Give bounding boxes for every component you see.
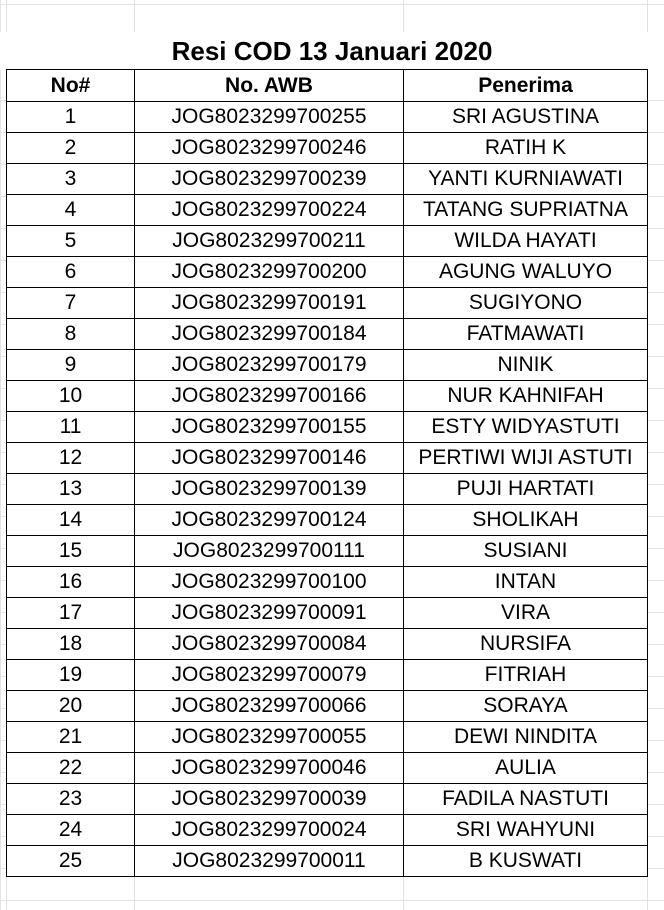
- table-row: [7, 536, 648, 567]
- cell-no[interactable]: 14: [7, 505, 135, 536]
- cell-awb[interactable]: JOG8023299700179: [135, 350, 404, 381]
- table-row: [7, 753, 648, 784]
- cell-awb[interactable]: JOG8023299700084: [135, 629, 404, 660]
- table-row: [7, 722, 648, 753]
- table-row: [7, 567, 648, 598]
- cell-penerima[interactable]: SRI AGUSTINA: [404, 102, 648, 133]
- table-row: [7, 319, 648, 350]
- table-row: [7, 474, 648, 505]
- cell-penerima[interactable]: SHOLIKAH: [404, 505, 648, 536]
- cell-awb[interactable]: JOG8023299700191: [135, 288, 404, 319]
- cell-no[interactable]: 18: [7, 629, 135, 660]
- cell-awb[interactable]: JOG8023299700224: [135, 195, 404, 226]
- cell-awb[interactable]: JOG8023299700100: [135, 567, 404, 598]
- table-row: [7, 226, 648, 257]
- cell-penerima[interactable]: B KUSWATI: [404, 846, 648, 877]
- cell-no[interactable]: 5: [7, 226, 135, 257]
- cell-penerima[interactable]: NURSIFA: [404, 629, 648, 660]
- cell-no[interactable]: 4: [7, 195, 135, 226]
- cell-awb[interactable]: JOG8023299700066: [135, 691, 404, 722]
- cell-penerima[interactable]: FATMAWATI: [404, 319, 648, 350]
- cell-awb[interactable]: JOG8023299700246: [135, 133, 404, 164]
- cell-penerima[interactable]: ESTY WIDYASTUTI: [404, 412, 648, 443]
- cell-penerima[interactable]: FADILA NASTUTI: [404, 784, 648, 815]
- cell-awb[interactable]: JOG8023299700184: [135, 319, 404, 350]
- cell-no[interactable]: 22: [7, 753, 135, 784]
- cell-awb[interactable]: JOG8023299700211: [135, 226, 404, 257]
- cell-no[interactable]: 2: [7, 133, 135, 164]
- table-row: [7, 195, 648, 226]
- cell-no[interactable]: 10: [7, 381, 135, 412]
- cell-awb[interactable]: JOG8023299700046: [135, 753, 404, 784]
- cell-no[interactable]: 13: [7, 474, 135, 505]
- cell-penerima[interactable]: FITRIAH: [404, 660, 648, 691]
- header-no[interactable]: No#: [7, 70, 135, 102]
- table-row: [7, 629, 648, 660]
- cell-penerima[interactable]: YANTI KURNIAWATI: [404, 164, 648, 195]
- cell-no[interactable]: 21: [7, 722, 135, 753]
- cell-no[interactable]: 24: [7, 815, 135, 846]
- table-row: [7, 133, 648, 164]
- cell-awb[interactable]: JOG8023299700146: [135, 443, 404, 474]
- cell-no[interactable]: 7: [7, 288, 135, 319]
- cell-no[interactable]: 1: [7, 102, 135, 133]
- cell-awb[interactable]: JOG8023299700200: [135, 257, 404, 288]
- cell-no[interactable]: 3: [7, 164, 135, 195]
- cell-no[interactable]: 9: [7, 350, 135, 381]
- cell-penerima[interactable]: INTAN: [404, 567, 648, 598]
- cell-awb[interactable]: JOG8023299700055: [135, 722, 404, 753]
- table-row: [7, 412, 648, 443]
- table-row: [7, 691, 648, 722]
- cell-no[interactable]: 16: [7, 567, 135, 598]
- table-row: [7, 660, 648, 691]
- cell-awb[interactable]: JOG8023299700124: [135, 505, 404, 536]
- table-row: [7, 846, 648, 877]
- cell-penerima[interactable]: SORAYA: [404, 691, 648, 722]
- cell-awb[interactable]: JOG8023299700111: [135, 536, 404, 567]
- cell-penerima[interactable]: PERTIWI WIJI ASTUTI: [404, 443, 648, 474]
- cell-penerima[interactable]: SUSIANI: [404, 536, 648, 567]
- awb-table: [6, 69, 648, 877]
- sheet-title[interactable]: Resi COD 13 Januari 2020: [0, 32, 664, 70]
- table-row: [7, 102, 648, 133]
- table-row: [7, 288, 648, 319]
- cell-awb[interactable]: JOG8023299700255: [135, 102, 404, 133]
- cell-awb[interactable]: JOG8023299700139: [135, 474, 404, 505]
- cell-no[interactable]: 20: [7, 691, 135, 722]
- cell-awb[interactable]: JOG8023299700091: [135, 598, 404, 629]
- cell-penerima[interactable]: DEWI NINDITA: [404, 722, 648, 753]
- cell-no[interactable]: 11: [7, 412, 135, 443]
- table-row: [7, 257, 648, 288]
- table-row: [7, 350, 648, 381]
- table-row: [7, 443, 648, 474]
- cell-penerima[interactable]: PUJI HARTATI: [404, 474, 648, 505]
- table-row: [7, 164, 648, 195]
- cell-penerima[interactable]: NINIK: [404, 350, 648, 381]
- table-row: [7, 381, 648, 412]
- header-awb[interactable]: No. AWB: [135, 70, 404, 102]
- cell-penerima[interactable]: WILDA HAYATI: [404, 226, 648, 257]
- table-row: [7, 598, 648, 629]
- cell-awb[interactable]: JOG8023299700239: [135, 164, 404, 195]
- cell-penerima[interactable]: NUR KAHNIFAH: [404, 381, 648, 412]
- cell-awb[interactable]: JOG8023299700024: [135, 815, 404, 846]
- table-row: [7, 784, 648, 815]
- cell-penerima[interactable]: AULIA: [404, 753, 648, 784]
- cell-awb[interactable]: JOG8023299700155: [135, 412, 404, 443]
- cell-penerima[interactable]: RATIH K: [404, 133, 648, 164]
- cell-no[interactable]: 17: [7, 598, 135, 629]
- cell-penerima[interactable]: TATANG SUPRIATNA: [404, 195, 648, 226]
- cell-awb[interactable]: JOG8023299700039: [135, 784, 404, 815]
- cell-no[interactable]: 8: [7, 319, 135, 350]
- cell-penerima[interactable]: VIRA: [404, 598, 648, 629]
- cell-awb[interactable]: JOG8023299700011: [135, 846, 404, 877]
- cell-awb[interactable]: JOG8023299700079: [135, 660, 404, 691]
- cell-awb[interactable]: JOG8023299700166: [135, 381, 404, 412]
- cell-no[interactable]: 15: [7, 536, 135, 567]
- cell-penerima[interactable]: SRI WAHYUNI: [404, 815, 648, 846]
- cell-no[interactable]: 6: [7, 257, 135, 288]
- cell-no[interactable]: 25: [7, 846, 135, 877]
- cell-no[interactable]: 19: [7, 660, 135, 691]
- cell-no[interactable]: 12: [7, 443, 135, 474]
- cell-penerima[interactable]: AGUNG WALUYO: [404, 257, 648, 288]
- table-row: [7, 505, 648, 536]
- table-row: [7, 815, 648, 846]
- cell-no[interactable]: 23: [7, 784, 135, 815]
- cell-penerima[interactable]: SUGIYONO: [404, 288, 648, 319]
- table-header-row: [7, 70, 648, 102]
- header-penerima[interactable]: Penerima: [404, 70, 648, 102]
- table-body: [7, 102, 648, 877]
